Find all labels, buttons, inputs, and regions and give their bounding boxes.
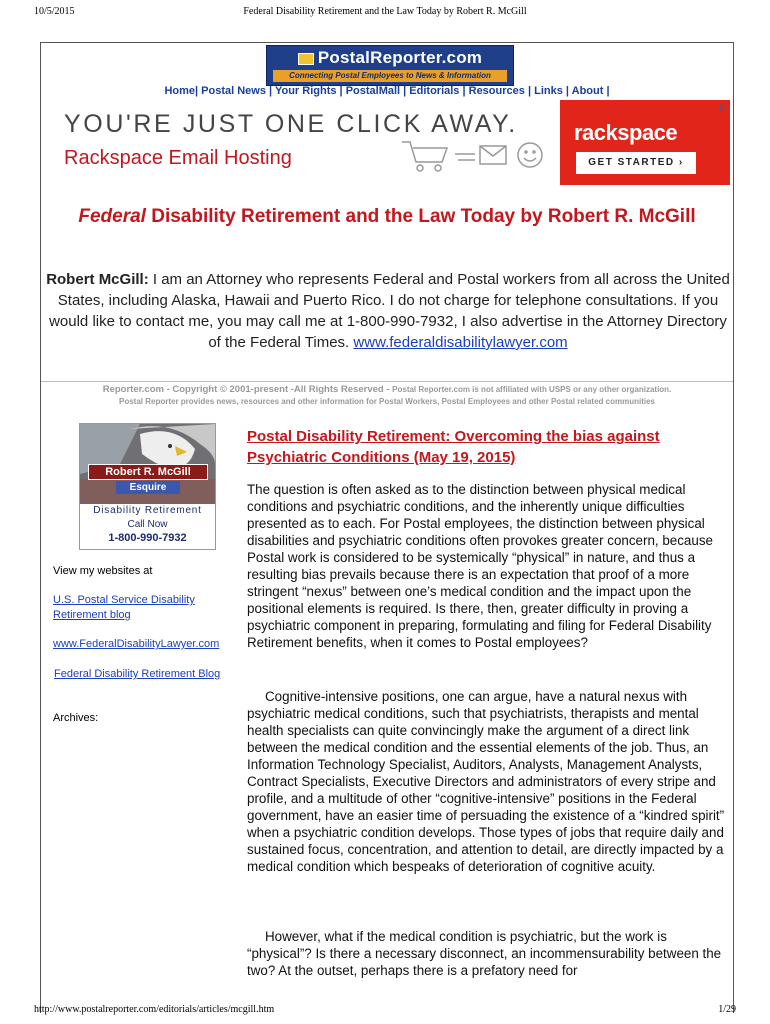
nav-links[interactable]: Links bbox=[534, 85, 563, 97]
copyright-notice: Reporter.com - Copyright © 2001-present -All Rights Reserved - Postal Reporter.com is not affiliated with USPS or any other organization. Postal Reporter provides news, resources and other information for Postal Workers, Postal Employees and other Postal related communities bbox=[102, 384, 672, 406]
usps-blog-link[interactable]: U.S. Postal Service Disability Retirement blog bbox=[53, 594, 195, 621]
author-intro: Robert McGill: I am an Attorney who represents Federal and Postal workers from all across the United States, including Alaska, Hawaii and Puerto Rico. I do not charge for telephone consultations. If you would like to contact me, you may call me at 1-800-990-7932, I also advertise in the Attorney Directory of the Federal Times. www.federaldisabilitylawyer.com bbox=[46, 271, 730, 351]
badge-disability-retirement: Disability Retirement bbox=[93, 505, 202, 516]
badge-call-now: Call Now bbox=[127, 519, 168, 530]
print-header bbox=[34, 6, 736, 20]
ad-subhead: Rackspace Email Hosting bbox=[64, 147, 292, 169]
federal-disability-lawyer-site-link[interactable]: www.FederalDisabilityLawyer.com bbox=[53, 638, 220, 650]
post-paragraph: The question is often asked as to the distinction between physical medical conditions and psychiatric conditions, and the inherently unique difficulties presented as to each. For Postal employees, the distinction between physical disabilities and psychiatric conditions often provokes greater concern, because Postal work is considered to be systemically “physical” in nature, and thus a resulting bias prevails because there is an expectation that proof of a more stringent “nexus” between one’s medical condition and the impact upon the positional elements is required. Is there, then, greater difficulty in proving a psychiatric component in preparing, formulating and filing for Federal Disability Retirement benefits, when it comes to Postal employees? bbox=[247, 482, 713, 650]
page-title: Federal Disability Retirement and the Law Today by Robert R. McGill bbox=[78, 206, 696, 227]
nav-about[interactable]: About bbox=[571, 85, 604, 97]
badge-phone: 1-800-990-7932 bbox=[108, 532, 187, 544]
top-nav bbox=[41, 85, 733, 97]
nav-resources[interactable]: Resources bbox=[468, 85, 525, 97]
ad-brand-panel bbox=[560, 100, 730, 185]
rackspace-banner-ad[interactable] bbox=[60, 100, 730, 185]
post-heading[interactable]: Postal Disability Retirement: Overcoming the bias against Psychiatric Conditions (May 19, 2015) bbox=[247, 428, 660, 466]
logo-tagline: Connecting Postal Employees to News & Information bbox=[273, 70, 507, 82]
cart-mail-smile-icon bbox=[400, 134, 550, 174]
adchoices-icon[interactable]: ▷ bbox=[720, 102, 727, 112]
print-url: http://www.postalreporter.com/editorials/articles/mcgill.htm bbox=[34, 1004, 275, 1015]
nav-editorials[interactable]: Editorials bbox=[409, 85, 460, 97]
page-frame bbox=[40, 42, 734, 1013]
badge-esquire: Esquire bbox=[116, 481, 180, 494]
federal-disability-lawyer-link[interactable]: www.federaldisabilitylawyer.com bbox=[353, 334, 568, 351]
nav-postalmall[interactable]: PostalMall bbox=[345, 85, 401, 97]
nav-separator: | bbox=[269, 85, 273, 97]
nav-separator: | bbox=[403, 85, 407, 97]
nav-your-rights[interactable]: Your Rights bbox=[274, 85, 337, 97]
badge-name: Robert R. McGill bbox=[88, 464, 208, 480]
site-logo[interactable] bbox=[266, 45, 514, 86]
nav-separator: | bbox=[606, 85, 610, 97]
envelope-icon bbox=[298, 53, 314, 65]
archives-label: Archives: bbox=[53, 712, 99, 724]
divider bbox=[41, 381, 733, 382]
author-name: Robert McGill: bbox=[46, 271, 149, 288]
post-paragraph: However, what if the medical condition is psychiatric, but the work is “physical”? Is there a necessary disconnect, an incommensurability between the two? At the outset, perhaps there is a prefatory need for bbox=[247, 929, 722, 978]
attorney-badge[interactable] bbox=[79, 423, 216, 550]
ad-headline: YOU'RE JUST ONE CLICK AWAY. bbox=[64, 110, 518, 138]
federal-disability-retirement-blog-link[interactable]: Federal Disability Retirement Blog bbox=[54, 668, 221, 680]
nav-postal-news[interactable]: Postal News bbox=[201, 85, 266, 97]
logo-wordmark: PostalReporter.com bbox=[267, 48, 513, 68]
post-paragraph: Cognitive-intensive positions, one can argue, have a natural nexus with psychiatric medical conditions, such that psychiatrists, therapists and mental health specialists can quite convincingly make the argument of a direct link between the medical condition and the essential elements of the job. Thus, an Information Technology Specialist, Auditors, Analysts, Management Analysts, Contract Specialists, Executive Directors and administrators of every stripe and profile, and a multitude of other “cognitive-intensive” positions in the Federal government, have an easier time of persuading the existence of a “kindred spirit” when a psychiatric condition develops. Those types of jobs that require daily and sustained focus, concentration, and attention to detail, are directly impacted by a medical condition which bespeaks of deterioration of cognitive acuity. bbox=[247, 689, 725, 874]
nav-separator: | bbox=[565, 85, 569, 97]
print-title: Federal Disability Retirement and the Law Today by Robert R. McGill bbox=[243, 6, 527, 17]
rackspace-logo: rackspace bbox=[574, 120, 678, 145]
nav-separator: | bbox=[527, 85, 532, 97]
print-date: 10/5/2015 bbox=[34, 6, 75, 17]
nav-separator: | bbox=[462, 85, 466, 97]
print-page-number: 1/29 bbox=[718, 1004, 736, 1015]
get-started-button[interactable]: GET STARTED › bbox=[576, 152, 696, 174]
view-websites-label: View my websites at bbox=[53, 565, 153, 577]
nav-home[interactable]: Home| bbox=[164, 85, 199, 97]
print-footer bbox=[34, 1004, 736, 1018]
nav-separator: | bbox=[339, 85, 343, 97]
